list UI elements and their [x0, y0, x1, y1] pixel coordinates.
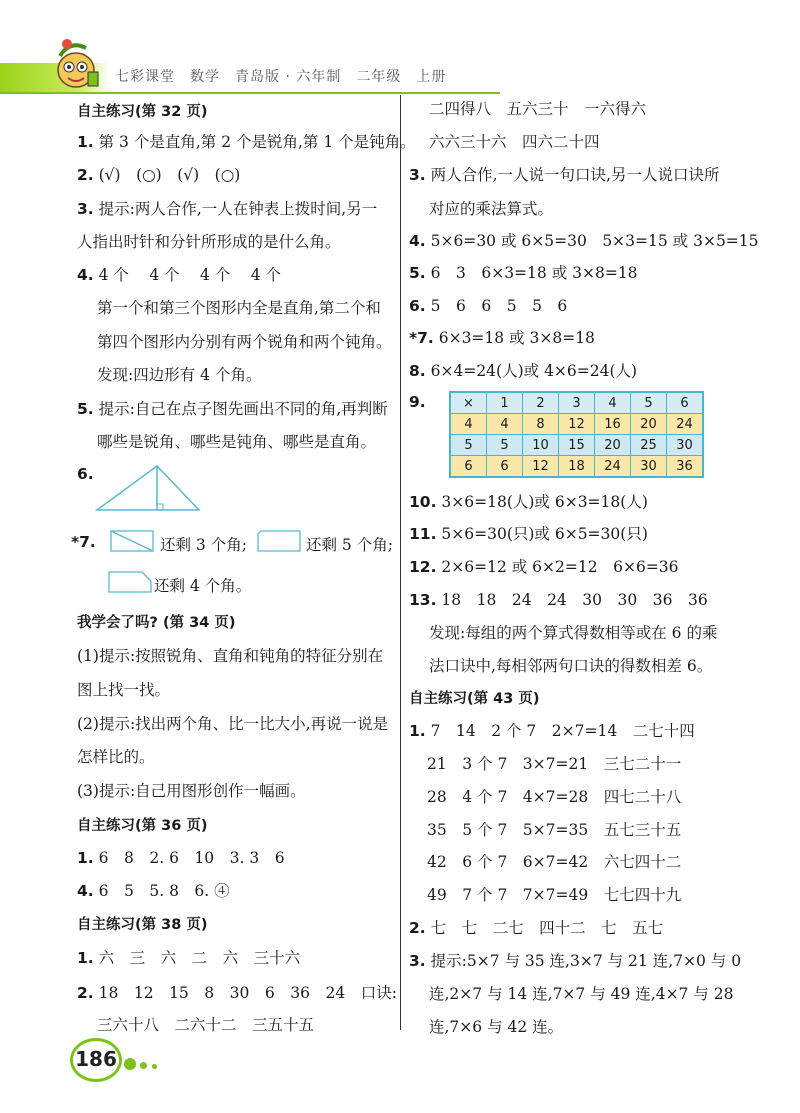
table-row	[450, 414, 703, 435]
answer-text: 3×6=18(人)或 6×3=18(人)	[441, 493, 648, 511]
answer-text: 6×4=24(人)或 4×6=24(人)	[430, 362, 638, 380]
answer-text: 6×3=18 或 3×8=18	[438, 329, 595, 347]
answer-text: 两人合作,一人说一句口诀,另一人说口诀所	[430, 166, 720, 184]
item-number: 1.	[77, 133, 94, 151]
item-number: 5.	[77, 400, 94, 418]
answer-line: (3)提示:自己用图形创作一幅画。	[77, 782, 306, 800]
item-number: 3.	[77, 200, 94, 218]
answer-line: 49 7 个 7 7×7=49 七七四十九	[427, 886, 682, 904]
item-number: 2.	[77, 984, 94, 1002]
table-cell: 30	[631, 456, 667, 478]
answer-text: 6 8 2. 6 10 3. 3 6	[98, 849, 285, 867]
answer-text: 18 18 24 24 30 30 36 36	[441, 591, 708, 609]
answer-line: 二四得八 五六三十 一六得六	[429, 100, 647, 118]
answer-line: 28 4 个 7 4×7=28 四七二十八	[427, 788, 682, 806]
item-number: 13.	[409, 591, 437, 609]
answer-text: 18 12 15 8 30 6 36 24 口诀:	[98, 984, 397, 1002]
answer-line: 怎样比的。	[77, 748, 155, 766]
table-cell: 15	[559, 435, 595, 456]
answer-line	[409, 490, 648, 512]
table-cell: 18	[559, 456, 595, 478]
answer-text: 提示:5×7 与 35 连,3×7 与 21 连,7×0 与 0	[430, 952, 742, 970]
item-number: 3.	[409, 166, 426, 184]
answer-line	[409, 229, 759, 251]
section-title: 自主练习(第 36 页)	[77, 818, 208, 834]
answer-line: 42 6 个 7 6×7=42 六七四十二	[427, 853, 682, 871]
section-title: 自主练习(第 38 页)	[77, 917, 208, 933]
multiplication-table	[449, 391, 704, 478]
table-cell: 24	[595, 456, 631, 478]
answer-line: 连,7×6 与 42 连。	[429, 1018, 564, 1036]
answer-line: 第一个和第三个图形内全是直角,第二个和	[97, 299, 381, 317]
item-number: 4.	[409, 232, 426, 250]
answer-line: 35 5 个 7 5×7=35 五七三十五	[427, 821, 682, 839]
table-row	[450, 456, 703, 478]
item-number: *7.	[71, 533, 96, 551]
answer-line	[409, 949, 741, 971]
page-number: 186	[70, 1038, 122, 1082]
item-number: 10.	[409, 493, 437, 511]
item-number: 12.	[409, 558, 437, 576]
item-number: 6.	[77, 465, 94, 483]
answer-text: 还剩 4 个角。	[154, 577, 252, 595]
answer-line: 人指出时针和分针所形成的是什么角。	[77, 233, 341, 251]
table-cell: 24	[667, 414, 704, 435]
table-cell: 30	[667, 435, 704, 456]
table-cell: 16	[595, 414, 631, 435]
section-title: 自主练习(第 43 页)	[409, 691, 540, 707]
answer-text: 提示:两人合作,一人在钟表上拨时间,另一	[98, 200, 378, 218]
answer-line: 发现:每组的两个算式得数相等或在 6 的乘	[429, 624, 718, 642]
answer-line	[409, 916, 663, 938]
table-cell: 5	[631, 392, 667, 414]
answer-text: 六 三 六 二 六 三十六	[98, 949, 301, 967]
answer-line: 三六十八 二六十二 三五十五	[97, 1016, 315, 1034]
item-number: 11.	[409, 525, 437, 543]
table-cell: 1	[487, 392, 523, 414]
item-number: 8.	[409, 362, 426, 380]
table-cell: 4	[450, 414, 487, 435]
item-number: *7.	[409, 329, 434, 347]
section-title: 我学会了吗? (第 34 页)	[77, 615, 236, 631]
answer-text: 还剩 5 个角;	[306, 536, 393, 554]
answer-text: 5 6 6 5 5 6	[430, 297, 568, 315]
answer-line: 法口诀中,每相邻两句口诀的得数相差 6。	[429, 657, 713, 675]
answer-text: (√) (○) (√) (○)	[98, 166, 241, 184]
item-number: 4.	[77, 882, 94, 900]
dot-icon	[124, 1058, 136, 1070]
table-cell: 6	[487, 456, 523, 478]
answer-line	[409, 359, 637, 381]
answer-line: 六六三十六 四六二十四	[429, 133, 600, 151]
header-title: 七彩课堂 数学 青岛版 · 六年制 二年级 上册	[115, 69, 447, 85]
table-cell: 6	[667, 392, 704, 414]
answer-line: (2)提示:找出两个角、比一比大小,再说一说是	[77, 715, 389, 733]
item-number: 4.	[77, 266, 94, 284]
table-cell: 8	[523, 414, 559, 435]
table-cell: 2	[523, 392, 559, 414]
answer-line: 哪些是锐角、哪些是钝角、哪些是直角。	[97, 433, 377, 451]
item-number: 9.	[409, 393, 426, 411]
dot-icon	[152, 1064, 157, 1069]
answer-line	[409, 588, 708, 610]
answer-text: 5×6=30(只)或 6×5=30(只)	[441, 525, 648, 543]
answer-text: 第 3 个是直角,第 2 个是锐角,第 1 个是钝角。	[98, 133, 416, 151]
table-cell: 20	[631, 414, 667, 435]
dot-icon	[140, 1062, 147, 1069]
answer-text: 还剩 3 个角;	[160, 536, 247, 554]
answer-text: 7 14 2 个 7 2×7=14 二七十四	[430, 722, 695, 740]
table-cell: 10	[523, 435, 559, 456]
answer-text: 5×6=30 或 6×5=30 5×3=15 或 3×5=15	[430, 232, 759, 250]
table-cell: 12	[559, 414, 595, 435]
answer-line	[409, 294, 567, 316]
answer-text: 七 七 二七 四十二 七 五七	[430, 919, 664, 937]
item-number: 2.	[409, 919, 426, 937]
table-cell: 5	[487, 435, 523, 456]
answer-text: 2×6=12 或 6×2=12 6×6=36	[441, 558, 679, 576]
answer-text: 6 5 5. 8 6. ④	[98, 882, 230, 900]
item-number: 6.	[409, 297, 426, 315]
table-cell: 25	[631, 435, 667, 456]
table-cell: 12	[523, 456, 559, 478]
answer-line: 对应的乘法算式。	[429, 200, 554, 218]
item-number: 3.	[409, 952, 426, 970]
item-number: 5.	[409, 264, 426, 282]
answer-line	[409, 261, 638, 283]
answer-text: 6 3 6×3=18 或 3×8=18	[430, 264, 638, 282]
table-row	[450, 392, 703, 414]
answer-line: 第四个图形内分别有两个锐角和两个钝角。	[97, 333, 392, 351]
table-cell: ×	[450, 392, 487, 414]
table-cell: 4	[595, 392, 631, 414]
item-number: 1.	[77, 949, 94, 967]
item-number: 1.	[77, 849, 94, 867]
table-cell: 36	[667, 456, 704, 478]
table-row	[450, 435, 703, 456]
answer-line	[409, 522, 648, 544]
answer-line	[409, 719, 695, 741]
answer-line	[409, 163, 719, 185]
table-cell: 4	[487, 414, 523, 435]
answer-line: 连,2×7 与 14 连,7×7 与 49 连,4×7 与 28	[429, 985, 734, 1003]
answer-line: 图上找一找。	[77, 681, 171, 699]
answer-text: 4 个 4 个 4 个 4 个	[98, 266, 282, 284]
answer-line: 发现:四边形有 4 个角。	[97, 366, 262, 384]
answer-line	[409, 555, 679, 577]
item-number: 2.	[77, 166, 94, 184]
item-number: 1.	[409, 722, 426, 740]
table-cell: 20	[595, 435, 631, 456]
answer-line: (1)提示:按照锐角、直角和钝角的特征分别在	[77, 647, 384, 665]
section-title: 自主练习(第 32 页)	[77, 104, 208, 120]
table-cell: 3	[559, 392, 595, 414]
answer-line	[409, 393, 426, 411]
table-cell: 6	[450, 456, 487, 478]
answer-line: 21 3 个 7 3×7=21 三七二十一	[427, 755, 682, 773]
table-cell: 5	[450, 435, 487, 456]
answer-text: 提示:自己在点子图先画出不同的角,再判断	[98, 400, 388, 418]
answer-line	[409, 326, 595, 348]
